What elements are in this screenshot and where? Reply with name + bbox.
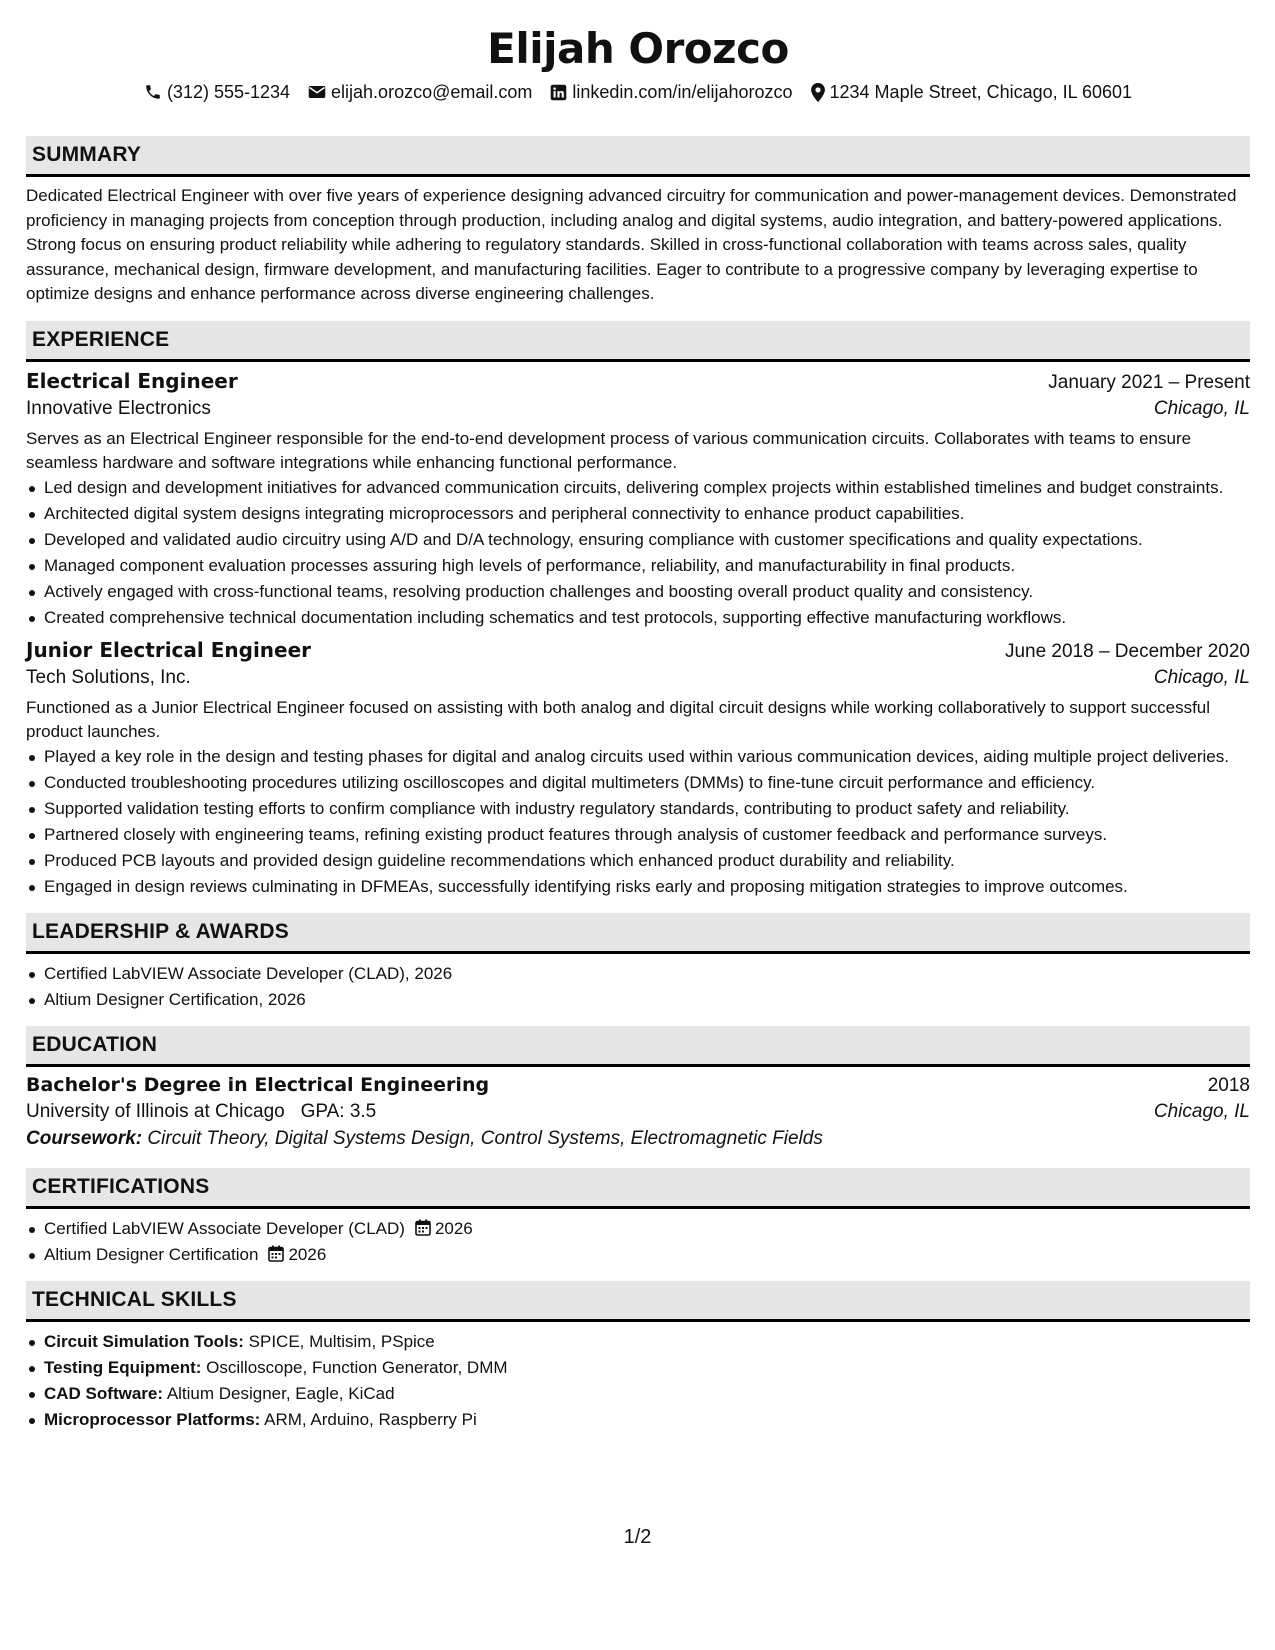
list-item: Played a key role in the design and testing phases for digital and analog circuits used within various communication devices, aiding multiple project deliveries.	[26, 745, 1250, 769]
skill-label: Testing Equipment:	[44, 1357, 202, 1377]
list-item: Led design and development initiatives for advanced communication circuits, delivering complex projects within established timelines and budget constraints.	[26, 476, 1250, 500]
job-location: Chicago, IL	[1153, 397, 1250, 419]
list-item: Supported validation testing efforts to confirm compliance with industry regulatory standards, contributing to product safety and reliability.	[26, 797, 1250, 821]
section-heading-education: EDUCATION	[26, 1026, 1250, 1067]
list-item: Engaged in design reviews culminating in DFMEAs, successfully identifying risks early and proposing mitigation strategies to improve outcomes.	[26, 875, 1250, 899]
calendar-icon	[415, 1219, 431, 1236]
section-heading-leadership: LEADERSHIP & AWARDS	[26, 913, 1250, 954]
address-text: 1234 Maple Street, Chicago, IL 60601	[829, 81, 1133, 102]
skill-label: Microprocessor Platforms:	[44, 1409, 261, 1429]
school-location: Chicago, IL	[1153, 1100, 1250, 1122]
list-item	[26, 1408, 1250, 1432]
section-heading-summary: SUMMARY	[26, 136, 1250, 177]
contact-address	[811, 82, 1133, 103]
email-link[interactable]: elijah.orozco@email.com	[331, 81, 533, 102]
list-item: Produced PCB layouts and provided design guideline recommendations which enhanced product durability and reliability.	[26, 849, 1250, 873]
gpa-text: GPA: 3.5	[300, 1100, 377, 1122]
list-item: Developed and validated audio circuitry using A/D and D/A technology, ensuring compliance with customer specifications and quality expectations.	[26, 528, 1250, 552]
school-line	[26, 1101, 376, 1123]
graduation-year: 2018	[1207, 1074, 1250, 1096]
job-header-row	[26, 638, 1250, 663]
candidate-name: Elijah Orozco	[487, 24, 789, 73]
envelope-icon	[308, 84, 326, 100]
skill-value: Oscilloscope, Function Generator, DMM	[206, 1357, 508, 1377]
leadership-list	[26, 962, 1250, 1012]
job-description: Serves as an Electrical Engineer responsible for the end-to-end development process of various communication circuits. Collaborates with teams to ensure seamless hardware and software integrations while enhancing functional performance.	[26, 428, 1192, 472]
job-dates: January 2021 – Present	[1048, 371, 1250, 393]
certifications-list	[26, 1217, 1250, 1267]
education-school-row	[26, 1101, 1250, 1123]
list-item: Conducted troubleshooting procedures utilizing oscilloscopes and digital multimeters (DMMs) to fine-tune circuit performance and efficiency.	[26, 771, 1250, 795]
section-heading-skills: TECHNICAL SKILLS	[26, 1281, 1250, 1322]
linkedin-link[interactable]: linkedin.com/in/elijahorozco	[572, 81, 793, 102]
school-name: University of Illinois at Chicago	[26, 1100, 285, 1122]
list-item	[26, 1356, 1250, 1380]
list-item	[26, 1243, 1250, 1267]
contact-bar	[26, 78, 1250, 106]
job-dates: June 2018 – December 2020	[1004, 640, 1250, 662]
calendar-icon	[268, 1245, 284, 1262]
job-bullets	[26, 745, 1250, 899]
job-title: Electrical Engineer	[26, 368, 238, 393]
list-item	[26, 1217, 1250, 1241]
list-item	[26, 1382, 1250, 1406]
list-item: Certified LabVIEW Associate Developer (CLAD), 2026	[26, 962, 1250, 986]
resume-content	[26, 22, 1250, 1434]
skill-label: Circuit Simulation Tools:	[44, 1331, 244, 1351]
job-title: Junior Electrical Engineer	[26, 637, 312, 662]
skill-value: SPICE, Multisim, PSpice	[248, 1331, 435, 1351]
certification-year: 2026	[288, 1244, 327, 1264]
job-bullets	[26, 476, 1250, 630]
contact-linkedin[interactable]	[550, 82, 792, 103]
job-header-row	[26, 369, 1250, 394]
summary-text: Dedicated Electrical Engineer with over five years of experience designing advanced circuitry for communication and power-management devices. Demonstrated proficiency in managing projects from conception through production, including analog and digital systems, audio integration, and battery-powered applications. Strong focus on ensuring product reliability while adhering to regulatory standards. Skilled in cross-functional collaboration with teams across sales, quality assurance, mechanical design, firmware development, and manufacturing facilities. Eager to contribute to a progressive company by leveraging expertise to optimize designs and enhance performance across diverse engineering challenges.	[26, 186, 1237, 303]
job-entry	[26, 638, 1250, 899]
section-heading-experience: EXPERIENCE	[26, 321, 1250, 362]
contact-email[interactable]	[308, 82, 532, 103]
linkedin-icon	[550, 84, 567, 101]
section-heading-certifications: CERTIFICATIONS	[26, 1168, 1250, 1209]
coursework-label: Coursework:	[26, 1127, 143, 1149]
certification-year: 2026	[434, 1218, 473, 1238]
job-description: Functioned as a Junior Electrical Engineer focused on assisting with both analog and digital circuit designs while working collaboratively to support successful product launches.	[26, 697, 1211, 741]
job-entry	[26, 369, 1250, 630]
certification-name: Altium Designer Certification	[44, 1244, 259, 1264]
skill-value: Altium Designer, Eagle, KiCad	[166, 1383, 395, 1403]
skill-label: CAD Software:	[44, 1383, 164, 1403]
list-item: Architected digital system designs integrating microprocessors and peripheral connectivity to enhance product capabilities.	[26, 502, 1250, 526]
list-item: Altium Designer Certification, 2026	[26, 988, 1250, 1012]
skill-value: ARM, Arduino, Raspberry Pi	[264, 1409, 477, 1429]
list-item	[26, 1330, 1250, 1354]
coursework-list: Circuit Theory, Digital Systems Design, Control Systems, Electromagnetic Fields	[147, 1127, 823, 1149]
contact-phone	[144, 82, 290, 103]
education-header-row	[26, 1074, 1250, 1097]
list-item: Partnered closely with engineering teams, refining existing product features through analysis of customer feedback and performance surveys.	[26, 823, 1250, 847]
job-company-row	[26, 667, 1250, 689]
skills-list	[26, 1330, 1250, 1432]
coursework-line	[26, 1128, 1250, 1150]
page-number: 1/2	[623, 1526, 652, 1548]
list-item: Created comprehensive technical documentation including schematics and test protocols, supporting effective manufacturing workflows.	[26, 606, 1250, 630]
phone-icon	[144, 83, 162, 101]
job-company: Innovative Electronics	[26, 397, 211, 419]
job-location: Chicago, IL	[1153, 666, 1250, 688]
certification-name: Certified LabVIEW Associate Developer (CLAD)	[44, 1218, 405, 1238]
map-pin-icon	[811, 83, 825, 102]
degree-title: Bachelor's Degree in Electrical Engineering	[26, 1073, 490, 1096]
list-item: Actively engaged with cross-functional teams, resolving production challenges and boosting overall product quality and consistency.	[26, 580, 1250, 604]
job-company-row	[26, 398, 1250, 420]
list-item: Managed component evaluation processes assuring high levels of performance, reliability, and manufacturability in final products.	[26, 554, 1250, 578]
education-entry	[26, 1074, 1250, 1150]
job-company: Tech Solutions, Inc.	[26, 666, 191, 688]
phone-text: (312) 555-1234	[166, 81, 291, 102]
